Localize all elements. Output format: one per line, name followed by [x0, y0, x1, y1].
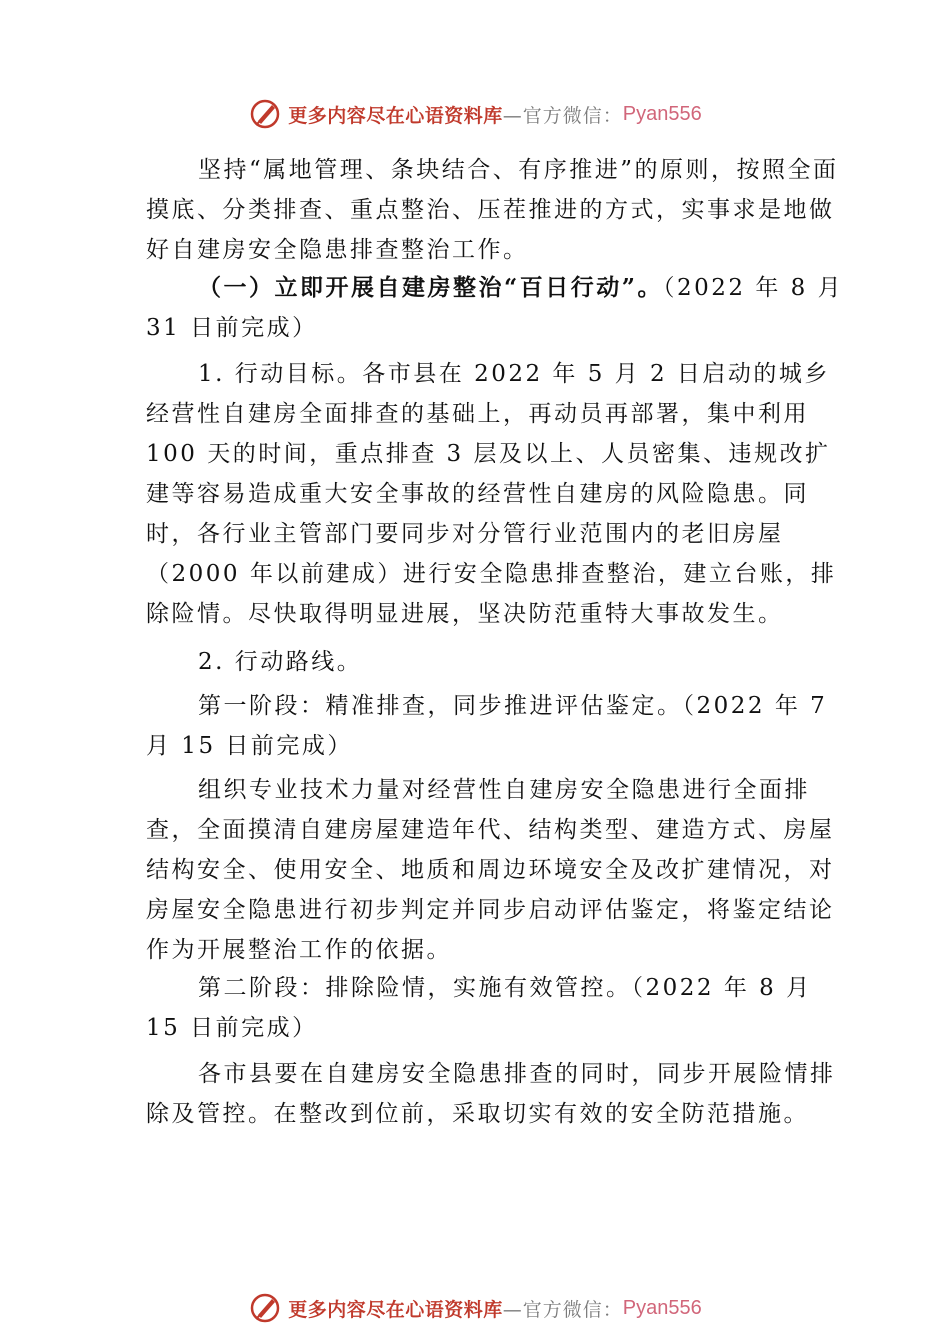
paragraph-stage-one — [146, 686, 846, 766]
pen-logo-icon — [248, 97, 282, 131]
paragraph-text: 2. 行动路线。 — [198, 649, 363, 675]
paragraph-text: 各市县要在自建房安全隐患排查的同时，同步开展险情排除及管控。在整改到位前，采取切实有效的安全防范措施。 — [146, 1061, 836, 1127]
paragraph-text: 第二阶段：排除险情，实施有效管控。（2022 年 8 月 15 日前完成） — [146, 975, 812, 1041]
section-heading-title: （一）立即开展自建房整治“百日行动”。 — [198, 274, 663, 301]
watermark-red-text: 更多内容尽在心语资料库 — [288, 104, 503, 127]
paragraph-action-goal — [146, 354, 846, 634]
watermark-account: Pyan556 — [622, 1296, 702, 1319]
paragraph-text: 1. 行动目标。各市县在 2022 年 5 月 2 日启动的城乡经营性自建房全面排查的基础上，再动员再部署，集中利用 100 天的时间，重点排查 3 层及以上、人员密集、违规改扩建等容易造成重大安全事故的经营性自建房的风险隐患。同时，各行业主管部门要同步对分管行业范围内的老旧房屋（2000 年以前建成）进行安全隐患排查整治，建立台账，排除险情。尽快取得明显进展，坚决防范重特大事故发生。 — [146, 361, 837, 627]
paragraph-stage-one-detail — [146, 770, 846, 970]
paragraph-text: 组织专业技术力量对经营性自建房安全隐患进行全面排查，全面摸清自建房屋建造年代、结构类型、建造方式、房屋结构安全、使用安全、地质和周边环境安全及改扩建情况，对房屋安全隐患进行初步判定并同步启动评估鉴定，将鉴定结论作为开展整治工作的依据。 — [146, 777, 835, 963]
paragraph-text: 第一阶段：精准排查，同步推进评估鉴定。（2022 年 7 月 15 日前完成） — [146, 693, 828, 759]
watermark-footer — [0, 1288, 950, 1328]
pen-logo-icon — [248, 1291, 282, 1325]
paragraph-stage-two-detail — [146, 1054, 846, 1134]
paragraph-principle — [146, 150, 846, 270]
watermark-account: Pyan556 — [622, 102, 702, 125]
watermark-gray-text: —官方微信： — [502, 104, 623, 127]
section-heading-1 — [146, 268, 846, 348]
watermark-gray-text: —官方微信： — [502, 1298, 623, 1321]
watermark-red-text: 更多内容尽在心语资料库 — [288, 1298, 503, 1321]
paragraph-stage-two — [146, 968, 846, 1048]
paragraph-text: 坚持“属地管理、条块结合、有序推进”的原则，按照全面摸底、分类排查、重点整治、压茬推进的方式，实事求是地做好自建房安全隐患排查整治工作。 — [146, 157, 839, 263]
watermark-header — [0, 94, 950, 134]
paragraph-action-route — [146, 642, 846, 682]
section-heading-deadline: （2022 年 8 月 31 日前完成） — [146, 275, 844, 341]
